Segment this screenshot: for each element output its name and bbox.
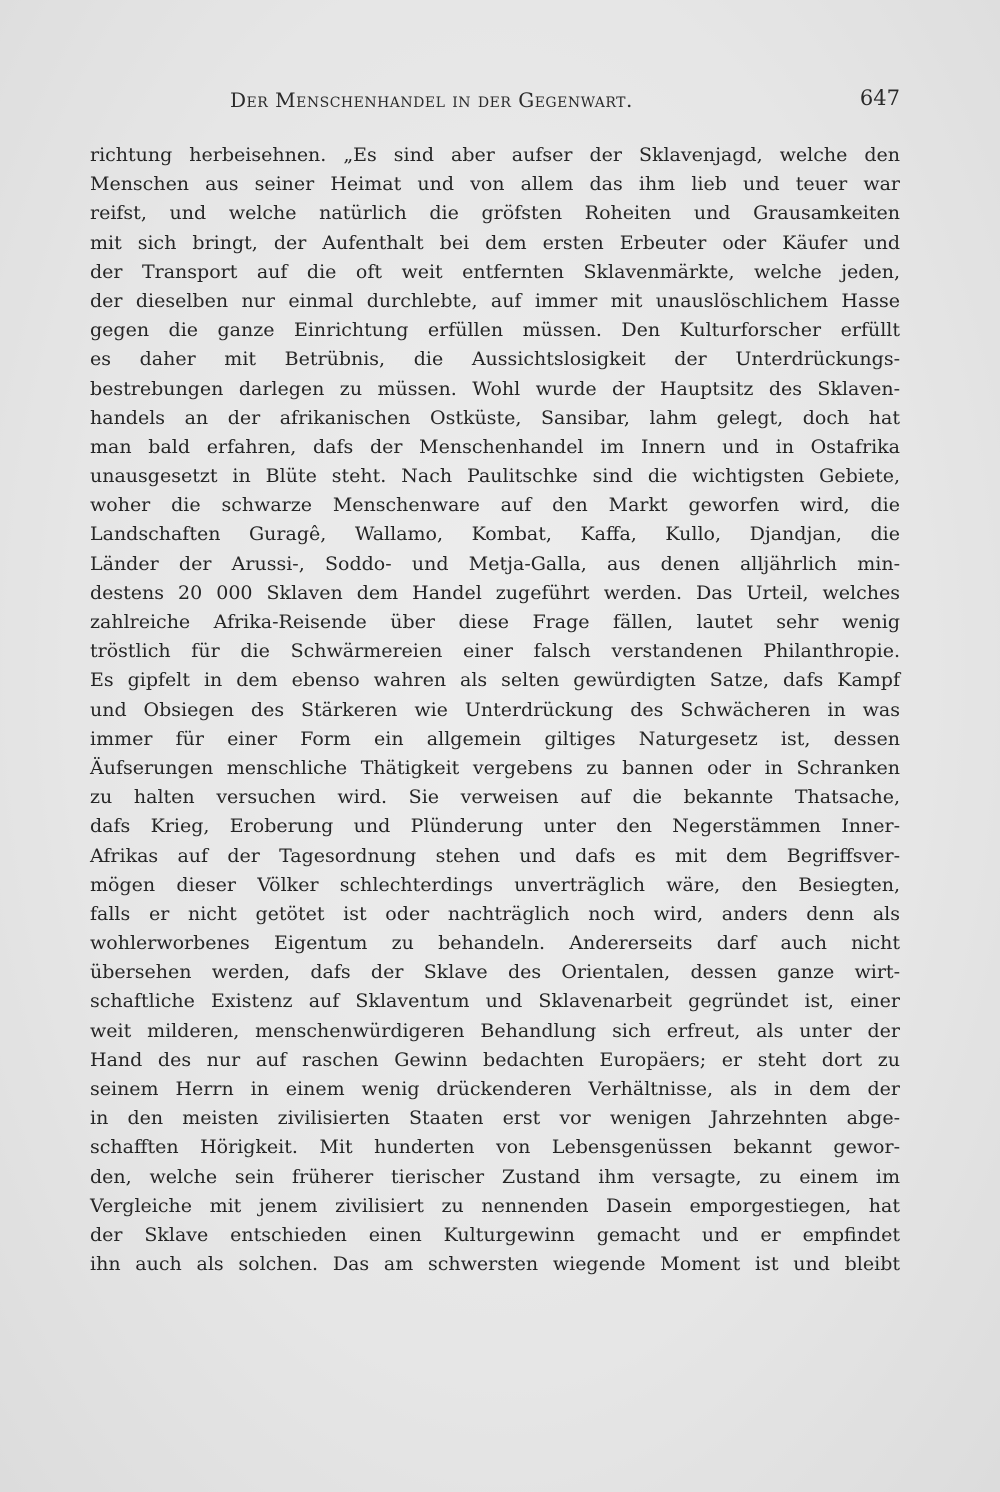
text-line: gegen die ganze Einrichtung erfüllen müssen. Den Kulturforscher erfüllt (90, 319, 900, 342)
text-line: den, welche sein früherer tierischer Zustand ihm versagte, zu einem im (90, 1165, 900, 1188)
text-line: tröstlich für die Schwärmereien einer falsch verstandenen Philanthropie. (90, 640, 900, 663)
text-line: bestrebungen darlegen zu müssen. Wohl wurde der Hauptsitz des Sklaven- (90, 377, 900, 400)
text-line: der dieselben nur einmal durchlebte, auf immer mit unauslöschlichem Hasse (90, 289, 900, 312)
text-line: übersehen werden, dafs der Sklave des Orientalen, dessen ganze wirt- (90, 961, 900, 984)
text-line: und Obsiegen des Stärkeren wie Unterdrückung des Schwächeren in was (90, 698, 900, 721)
text-line: woher die schwarze Menschenware auf den Markt geworfen wird, die (90, 494, 900, 517)
text-line: zahlreiche Afrika-Reisende über diese Frage fällen, lautet sehr wenig (90, 611, 900, 633)
text-line: immer für einer Form ein allgemein giltiges Naturgesetz ist, dessen (90, 727, 900, 750)
text-line: falls er nicht getötet ist oder nachträglich noch wird, anders denn als (90, 902, 900, 925)
text-line: ihn auch als solchen. Das am schwersten wiegende Moment ist und bleibt (90, 1253, 900, 1276)
text-line: schafften Hörigkeit. Mit hunderten von Lebensgenüssen bekannt gewor- (90, 1136, 900, 1159)
text-line: es daher mit Betrübnis, die Aussichtslosigkeit der Unterdrückungs- (90, 348, 900, 371)
text-line: dafs Krieg, Eroberung und Plünderung unter den Negerstämmen Inner- (90, 815, 900, 838)
text-line: Menschen aus seiner Heimat und von allem das ihm lieb und teuer war (90, 173, 900, 196)
text-line: Vergleiche mit jenem zivilisiert zu nennenden Dasein emporgestiegen, hat (90, 1194, 900, 1217)
text-line: handels an der afrikanischen Ostküste, Sansibar, lahm gelegt, doch hat (90, 406, 900, 429)
text-line: mögen dieser Völker schlechterdings unverträglich wäre, den Besiegten, (90, 873, 900, 896)
text-line: reifst, und welche natürlich die gröfsten Roheiten und Grausamkeiten (90, 202, 900, 225)
page-number: 647 (859, 86, 900, 110)
text-line: Äufserungen menschliche Thätigkeit vergebens zu bannen oder in Schranken (90, 756, 900, 779)
text-line: Es gipfelt in dem ebenso wahren als selten gewürdigten Satze, dafs Kampf (90, 669, 900, 692)
text-line: Landschaften Guragê, Wallamo, Kombat, Kaffa, Kullo, Djandjan, die (90, 523, 900, 546)
text-line: der Transport auf die oft weit entfernten Sklavenmärkte, welche jeden, (90, 260, 900, 283)
text-line: mit sich bringt, der Aufenthalt bei dem ersten Erbeuter oder Käufer und (90, 231, 900, 254)
text-line: man bald erfahren, dafs der Menschenhandel im Innern und in Ostafrika (90, 435, 900, 458)
running-head (90, 88, 900, 118)
body-text (90, 141, 900, 1279)
text-line: in den meisten zivilisierten Staaten erst vor wenigen Jahrzehnten abge- (90, 1107, 900, 1130)
text-line: Länder der Arussi-, Soddo- und Metja-Galla, aus denen alljährlich min- (90, 552, 900, 575)
text-line: zu halten versuchen wird. Sie verweisen auf die bekannte Thatsache, (90, 786, 900, 809)
text-line: seinem Herrn in einem wenig drückenderen Verhältnisse, als in dem der (90, 1078, 900, 1100)
text-line: richtung herbeisehnen. „Es sind aber aufser der Sklavenjagd, welche den (90, 144, 900, 166)
text-line: weit milderen, menschenwürdigeren Behandlung sich erfreut, als unter der (90, 1019, 900, 1042)
text-line: unausgesetzt in Blüte steht. Nach Paulitschke sind die wichtigsten Gebiete, (90, 465, 900, 488)
text-line: der Sklave entschieden einen Kulturgewinn gemacht und er empfindet (90, 1223, 900, 1246)
text-line: Hand des nur auf raschen Gewinn bedachten Europäers; er steht dort zu (90, 1048, 900, 1071)
text-line: destens 20 000 Sklaven dem Handel zugeführt werden. Das Urteil, welches (90, 581, 900, 604)
running-title: Der Menschenhandel in der Gegenwart. (230, 88, 633, 112)
text-line: wohlerworbenes Eigentum zu behandeln. Andererseits darf auch nicht (90, 932, 900, 955)
text-line: Afrikas auf der Tagesordnung stehen und dafs es mit dem Begriffsver- (90, 844, 900, 867)
text-line: schaftliche Existenz auf Sklaventum und Sklavenarbeit gegründet ist, einer (90, 990, 900, 1013)
